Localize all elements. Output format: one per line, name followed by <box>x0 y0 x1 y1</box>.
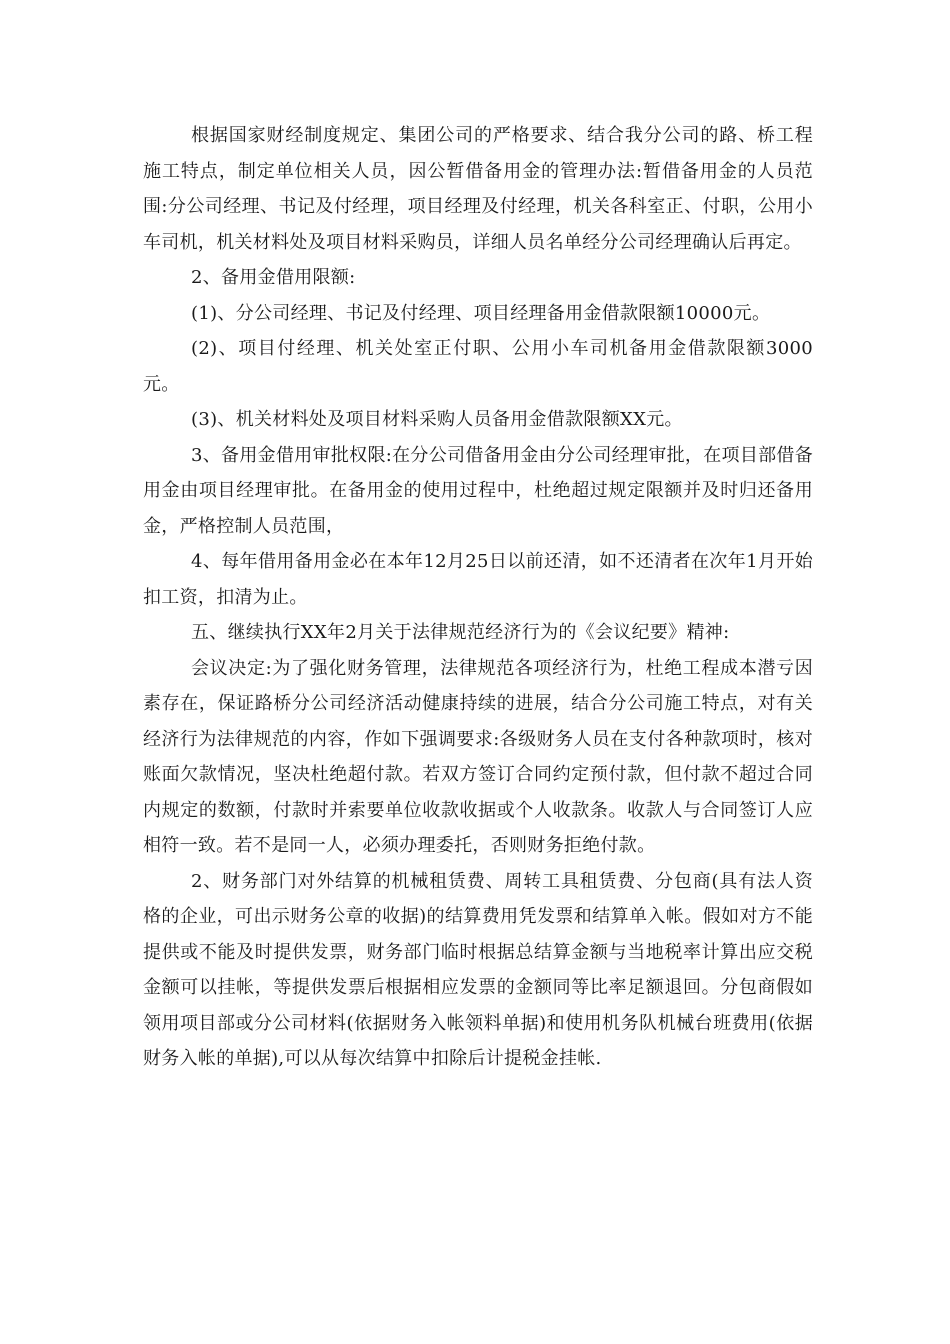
paragraph-loan-limit-heading: 2、备用金借用限额: <box>191 267 356 288</box>
paragraph-repayment-deadline: 4、每年借用备用金必在本年12月25日以前还清，如不还清者在次年1月开始扣工资，扣清为止。 <box>143 551 813 608</box>
paragraph-limit-item-3: (3)、机关材料处及项目材料采购人员备用金借款限额XX元。 <box>191 409 683 430</box>
paragraph-limit-item-1: (1)、分公司经理、书记及付经理、项目经理备用金借款限额10000元。 <box>191 302 771 324</box>
paragraph-section-five-heading: 五、继续执行XX年2月关于法律规范经济行为的《会议纪要》精神: <box>191 622 730 643</box>
paragraph-external-settlement: 2、财务部门对外结算的机械租赁费、周转工具租赁费、分包商(具有法人资格的企业，可出示财务公章的收据)的结算费用凭发票和结算单入帐。假如对方不能提供或不能及时提供发票，财务部门临时根据总结算金额与当地税率计算出应交税金额可以挂帐，等提供发票后根据相应发票的金额同等比率足额退回。分包商假如领用项目部或分公司材料(依据财务入帐领料单据)和使用机务队机械台班费用(依据财务入帐的单据),可以从每次结算中扣除后计提税金挂帐. <box>143 870 813 1069</box>
paragraph-meeting-decision: 会议决定:为了强化财务管理，法律规范各项经济行为，杜绝工程成本潜亏因素存在，保证路桥分公司经济活动健康持续的进展，结合分公司施工特点，对有关经济行为法律规范的内容，作如下强调要求:各级财务人员在支付各种款项时，核对账面欠款情况，坚决杜绝超付款。若双方签订合同约定预付款，但付款不超过合同内规定的数额，付款时并索要单位收款收据或个人收款条。收款人与合同签订人应相符一致。若不是同一人，必须办理委托，否则财务拒绝付款。 <box>143 657 813 856</box>
paragraph-limit-item-2: (2)、项目付经理、机关处室正付职、公用小车司机备用金借款限额3000元。 <box>143 338 813 395</box>
document-page <box>143 118 813 1077</box>
paragraph-petty-cash-scope: 根据国家财经制度规定、集团公司的严格要求、结合我分公司的路、桥工程施工特点，制定单位相关人员，因公暂借备用金的管理办法:暂借备用金的人员范围:分公司经理、书记及付经理，项目经理及付经理，机关各科室正、付职，公用小车司机，机关材料处及项目材料采购员，详细人员名单经分公司经理确认后再定。 <box>143 125 813 253</box>
paragraph-approval-authority: 3、备用金借用审批权限:在分公司借备用金由分公司经理审批，在项目部借备用金由项目经理审批。在备用金的使用过程中，杜绝超过规定限额并及时归还备用金，严格控制人员范围， <box>143 444 814 537</box>
